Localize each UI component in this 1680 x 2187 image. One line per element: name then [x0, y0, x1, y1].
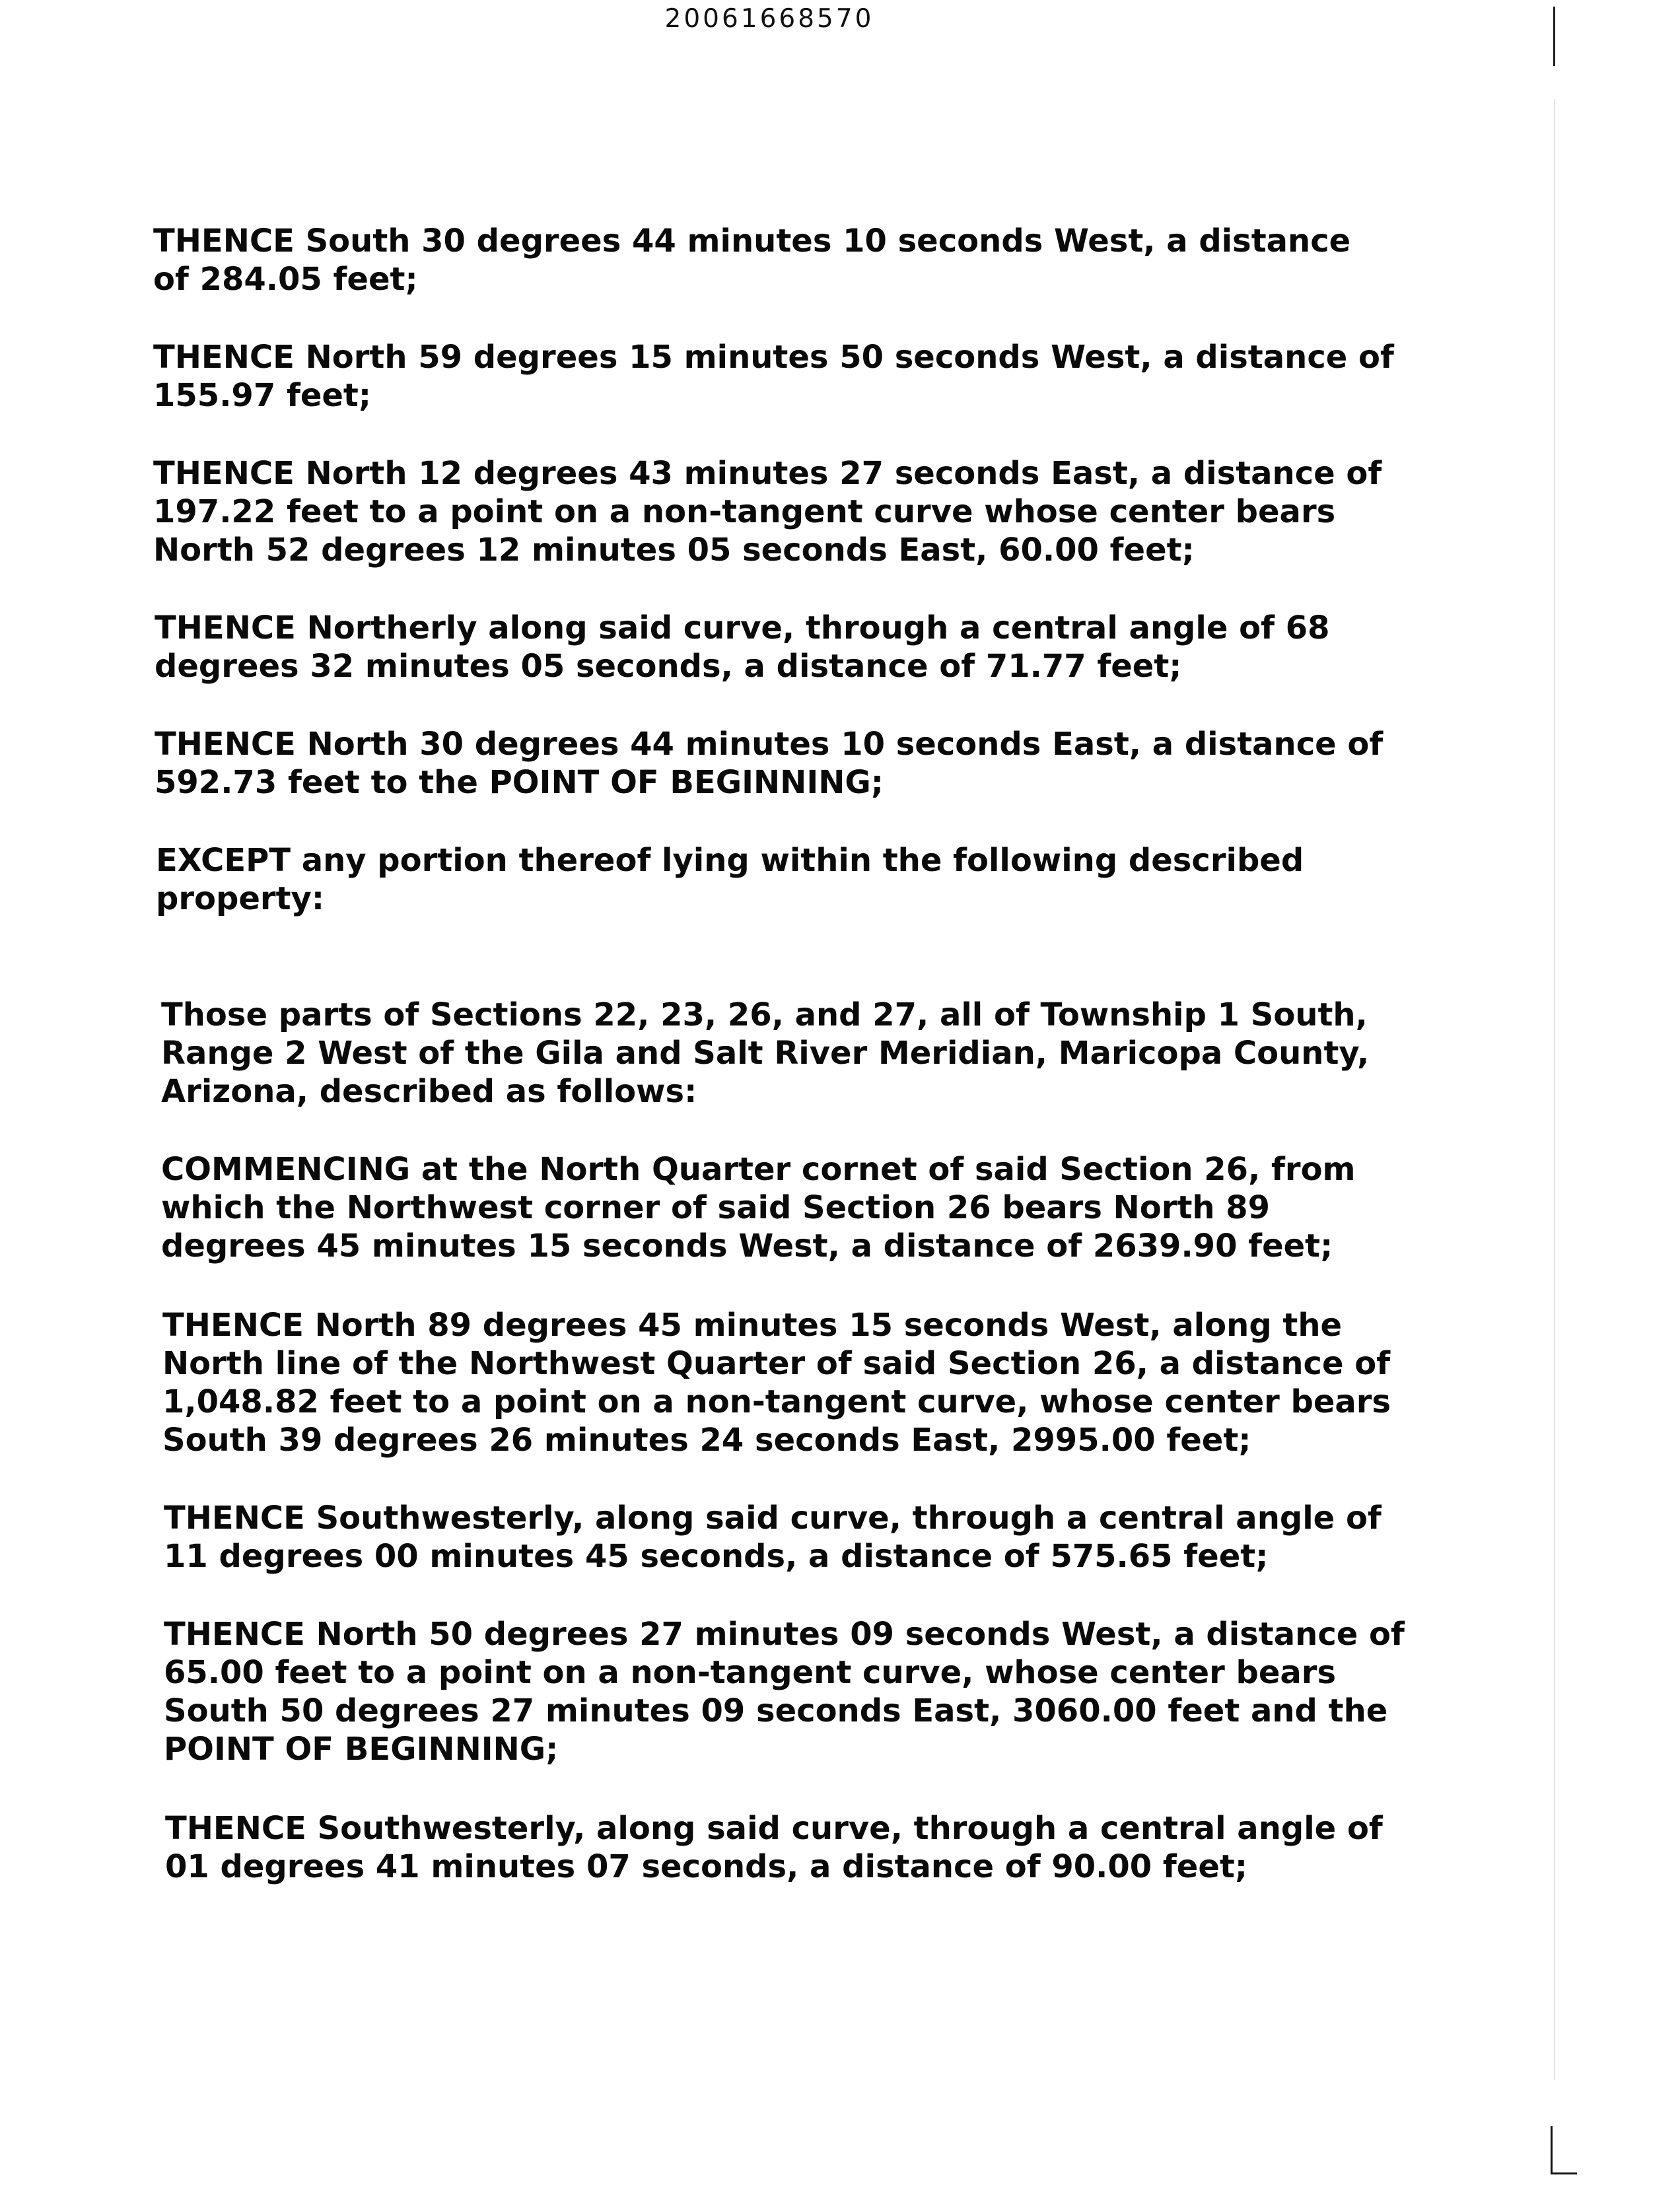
paragraph-line: which the Northwest corner of said Section 26 bears North 89 — [161, 1189, 1271, 1226]
paragraph-7 — [161, 996, 1369, 1111]
paragraph-line: 592.73 feet to the POINT OF BEGINNING; — [155, 764, 884, 801]
paragraph-line: THENCE South 30 degrees 44 minutes 10 seconds West, a distance — [153, 223, 1351, 260]
paragraph-line: 1,048.82 feet to a point on a non-tangent curve, whose center bears — [162, 1383, 1391, 1420]
paragraph-line: THENCE Northerly along said curve, through a central angle of 68 — [155, 609, 1330, 646]
paragraph-9 — [162, 1306, 1391, 1459]
paragraph-line: 197.22 feet to a point on a non-tangent curve whose center bears — [153, 493, 1336, 530]
paragraph-line: 155.97 feet; — [153, 377, 372, 414]
paragraph-line: Arizona, described as follows: — [161, 1073, 697, 1110]
paragraph-line: degrees 45 minutes 15 seconds West, a distance of 2639.90 feet; — [161, 1228, 1333, 1265]
paragraph-10 — [164, 1499, 1382, 1576]
paragraph-line: THENCE North 50 degrees 27 minutes 09 seconds West, a distance of — [164, 1616, 1405, 1653]
scan-edge-mark — [1553, 7, 1555, 66]
paragraph-line: THENCE North 89 degrees 45 minutes 15 seconds West, along the — [162, 1307, 1343, 1344]
paragraph-line: EXCEPT any portion thereof lying within the following described — [156, 842, 1304, 879]
scan-corner-mark — [1551, 2126, 1553, 2174]
paragraph-3 — [153, 454, 1382, 569]
paragraph-4 — [155, 609, 1330, 685]
paragraph-1 — [153, 222, 1350, 298]
paragraph-line: South 50 degrees 27 minutes 09 seconds East, 3060.00 feet and the — [164, 1692, 1388, 1729]
paragraph-line: 65.00 feet to a point on a non-tangent curve, whose center bears — [164, 1654, 1337, 1691]
paragraph-line: COMMENCING at the North Quarter cornet of said Section 26, from — [161, 1151, 1356, 1188]
paragraph-line: South 39 degrees 26 minutes 24 seconds East, 2995.00 feet; — [162, 1422, 1251, 1459]
paragraph-line: North 52 degrees 12 minutes 05 seconds East, 60.00 feet; — [153, 532, 1195, 569]
paragraph-line: THENCE North 30 degrees 44 minutes 10 seconds East, a distance of — [155, 726, 1383, 763]
paragraph-line: Those parts of Sections 22, 23, 26, and 27, all of Township 1 South, — [161, 996, 1368, 1033]
paragraph-line: 11 degrees 00 minutes 45 seconds, a distance of 575.65 feet; — [164, 1538, 1269, 1575]
paragraph-line: degrees 32 minutes 05 seconds, a distance of 71.77 feet; — [155, 648, 1182, 685]
paragraph-line: 01 degrees 41 minutes 07 seconds, a distance of 90.00 feet; — [165, 1848, 1248, 1885]
scan-corner-mark-base — [1551, 2172, 1577, 2174]
paragraph-8 — [161, 1150, 1356, 1265]
paragraph-line: Range 2 West of the Gila and Salt River Meridian, Maricopa County, — [161, 1035, 1370, 1072]
paragraph-line: North line of the Northwest Quarter of said Section 26, a distance of — [162, 1345, 1391, 1382]
paragraph-line: property: — [156, 880, 325, 917]
paragraph-line: THENCE North 59 degrees 15 minutes 50 seconds West, a distance of — [153, 339, 1394, 376]
paragraph-line: THENCE Southwesterly, along said curve, through a central angle of — [165, 1810, 1383, 1847]
paragraph-line: POINT OF BEGINNING; — [164, 1731, 559, 1768]
paragraph-5 — [155, 725, 1383, 802]
scan-edge-line — [1554, 99, 1555, 2080]
paragraph-2 — [153, 338, 1394, 415]
paragraph-line: of 284.05 feet; — [153, 261, 418, 298]
paragraph-line: THENCE North 12 degrees 43 minutes 27 seconds East, a distance of — [153, 455, 1382, 492]
paragraph-line: THENCE Southwesterly, along said curve, through a central angle of — [164, 1500, 1382, 1537]
document-number: 20061668570 — [664, 4, 874, 34]
paragraph-11 — [164, 1615, 1405, 1768]
paragraph-6 — [156, 841, 1304, 918]
paragraph-12 — [165, 1809, 1383, 1886]
